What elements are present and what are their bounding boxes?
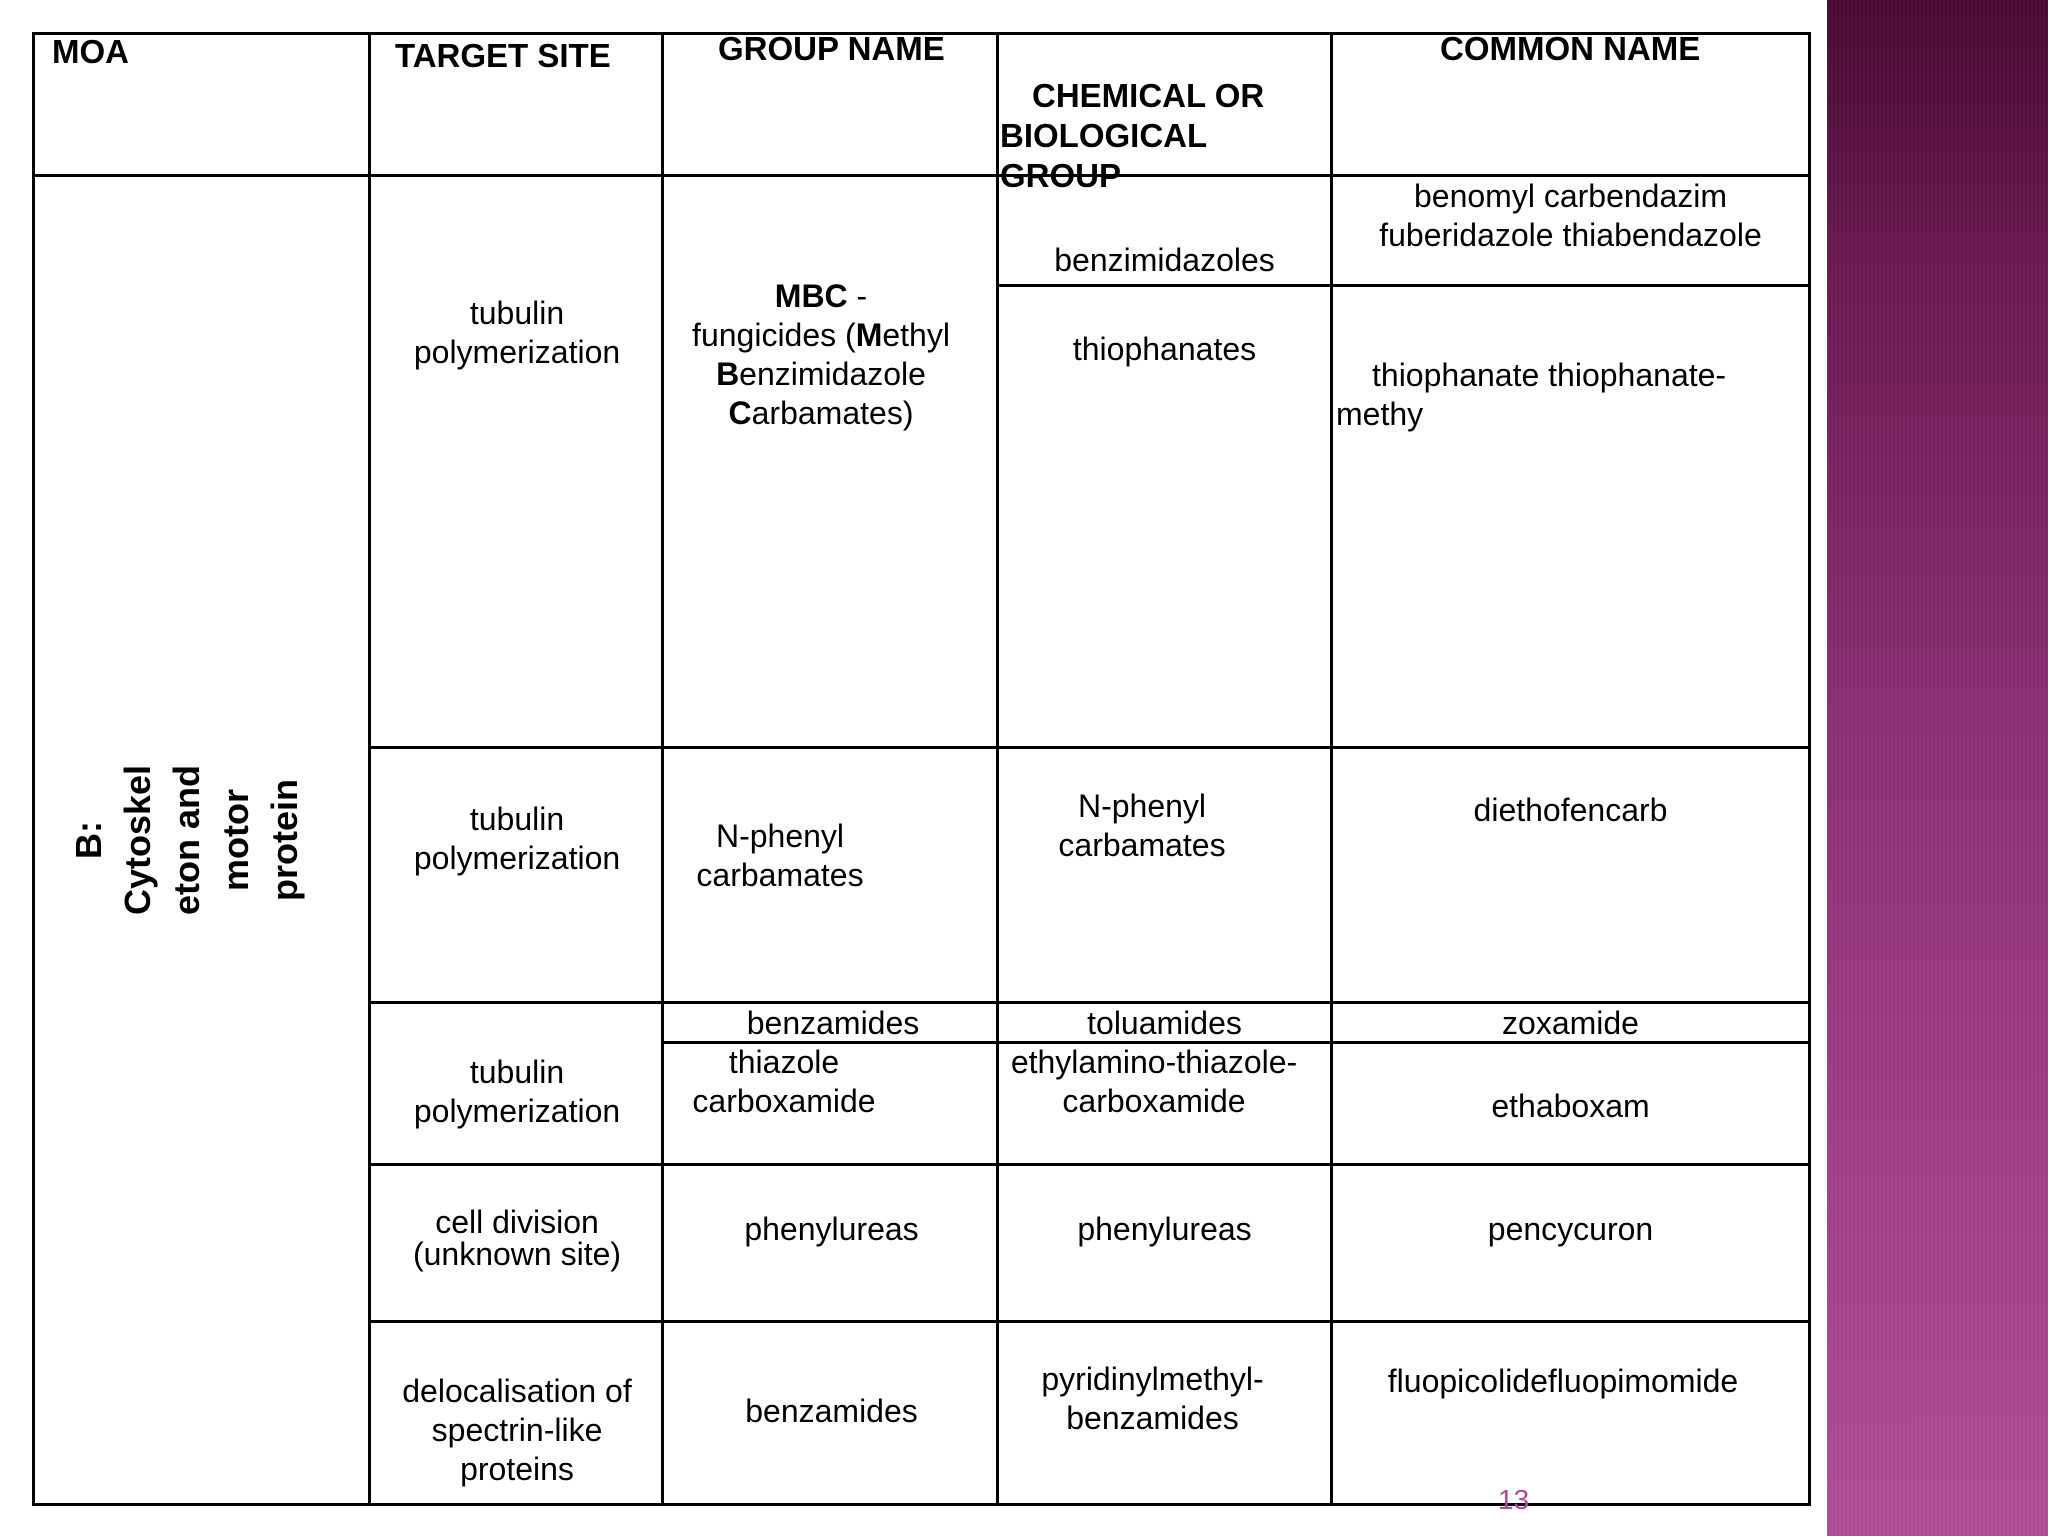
row2-chemical-group: N-phenyl carbamates [1058,788,1226,863]
row3-common-name-2: ethaboxam [1491,1088,1650,1124]
decorative-side-band [1827,0,2048,1536]
row4-target-site: cell division (unknown site) [412,1204,622,1272]
row3-group-name-1: benzamides [746,1005,920,1041]
row1-chemical-group-1: benzimidazoles [1054,242,1275,278]
header-common-name: COMMON NAME [1440,30,1701,67]
table-border-right [1808,32,1811,1506]
row1-common-name-2: thiophanate thiophanate- methy [1336,357,1727,432]
row4-common-name: pencycuron [1487,1211,1654,1247]
row3-chemical-group-1: toluamides [1087,1005,1242,1041]
row3-chemical-group-2: ethylamino-thiazole- carboxamide [1010,1044,1298,1119]
row3-target-site: tubulin polymerization [413,1054,621,1129]
row1-target-site: tubulin polymerization [413,295,621,370]
header-target-site: TARGET SITE [395,37,611,74]
header-chemical-group [1000,36,1320,236]
row1-group-name-part4: arbamates) [751,395,914,431]
row1-chemical-group-2: thiophanates [1072,331,1257,367]
moa-label: B: Cytoskel eton and motor protein [67,764,305,916]
row1-group-name-part2: ethyl [882,317,950,353]
row1-common-name-1: benomyl carbendazim fuberidazole thiabendazole [1379,178,1762,253]
header-moa: MOA [52,33,129,70]
row1-group-name-c: C [728,395,752,431]
row4-chemical-group: phenylureas [1077,1211,1252,1247]
header-group-name: GROUP NAME [718,30,945,67]
row3-common-name-1: zoxamide [1502,1005,1639,1041]
row5-target-site: delocalisation of spectrin-like proteins [402,1373,632,1487]
row2-group-name: N-phenyl carbamates [696,818,864,893]
table-border-left [32,32,35,1506]
row2-target-site: tubulin polymerization [413,801,621,876]
row1-inner-line [996,284,1811,287]
row5-chemical-group: pyridinylmethyl- benzamides [1041,1361,1264,1436]
row2-common-name: diethofencarb [1473,792,1668,828]
page-number: 13 [1498,1484,1530,1515]
row1-group-name-b: B [716,356,740,392]
header-chemical-group-text: CHEMICAL OR BIOLOGICAL GROUP [1000,77,1265,194]
row3-bottom-line [368,1163,1811,1166]
row5-common-name: fluopicolidefluopimomide [1387,1363,1739,1399]
row5-group-name: benzamides [745,1393,918,1429]
row1-group-name [666,238,976,433]
row1-bottom-line [368,746,1811,749]
row1-group-name-part3: enzimidazole [739,356,926,392]
col-divider-2 [661,32,664,1506]
row1-group-name-m: M [855,317,883,353]
table-border-bottom [32,1503,1811,1506]
row3-group-name-2: thiazole carboxamide [692,1044,876,1119]
row1-group-name-mbc: MBC [774,278,848,314]
row4-bottom-line [368,1320,1811,1323]
row1-group-name-part1: - fungicides ( [692,278,868,353]
col-divider-1 [368,32,371,1506]
row4-group-name: phenylureas [744,1211,919,1247]
